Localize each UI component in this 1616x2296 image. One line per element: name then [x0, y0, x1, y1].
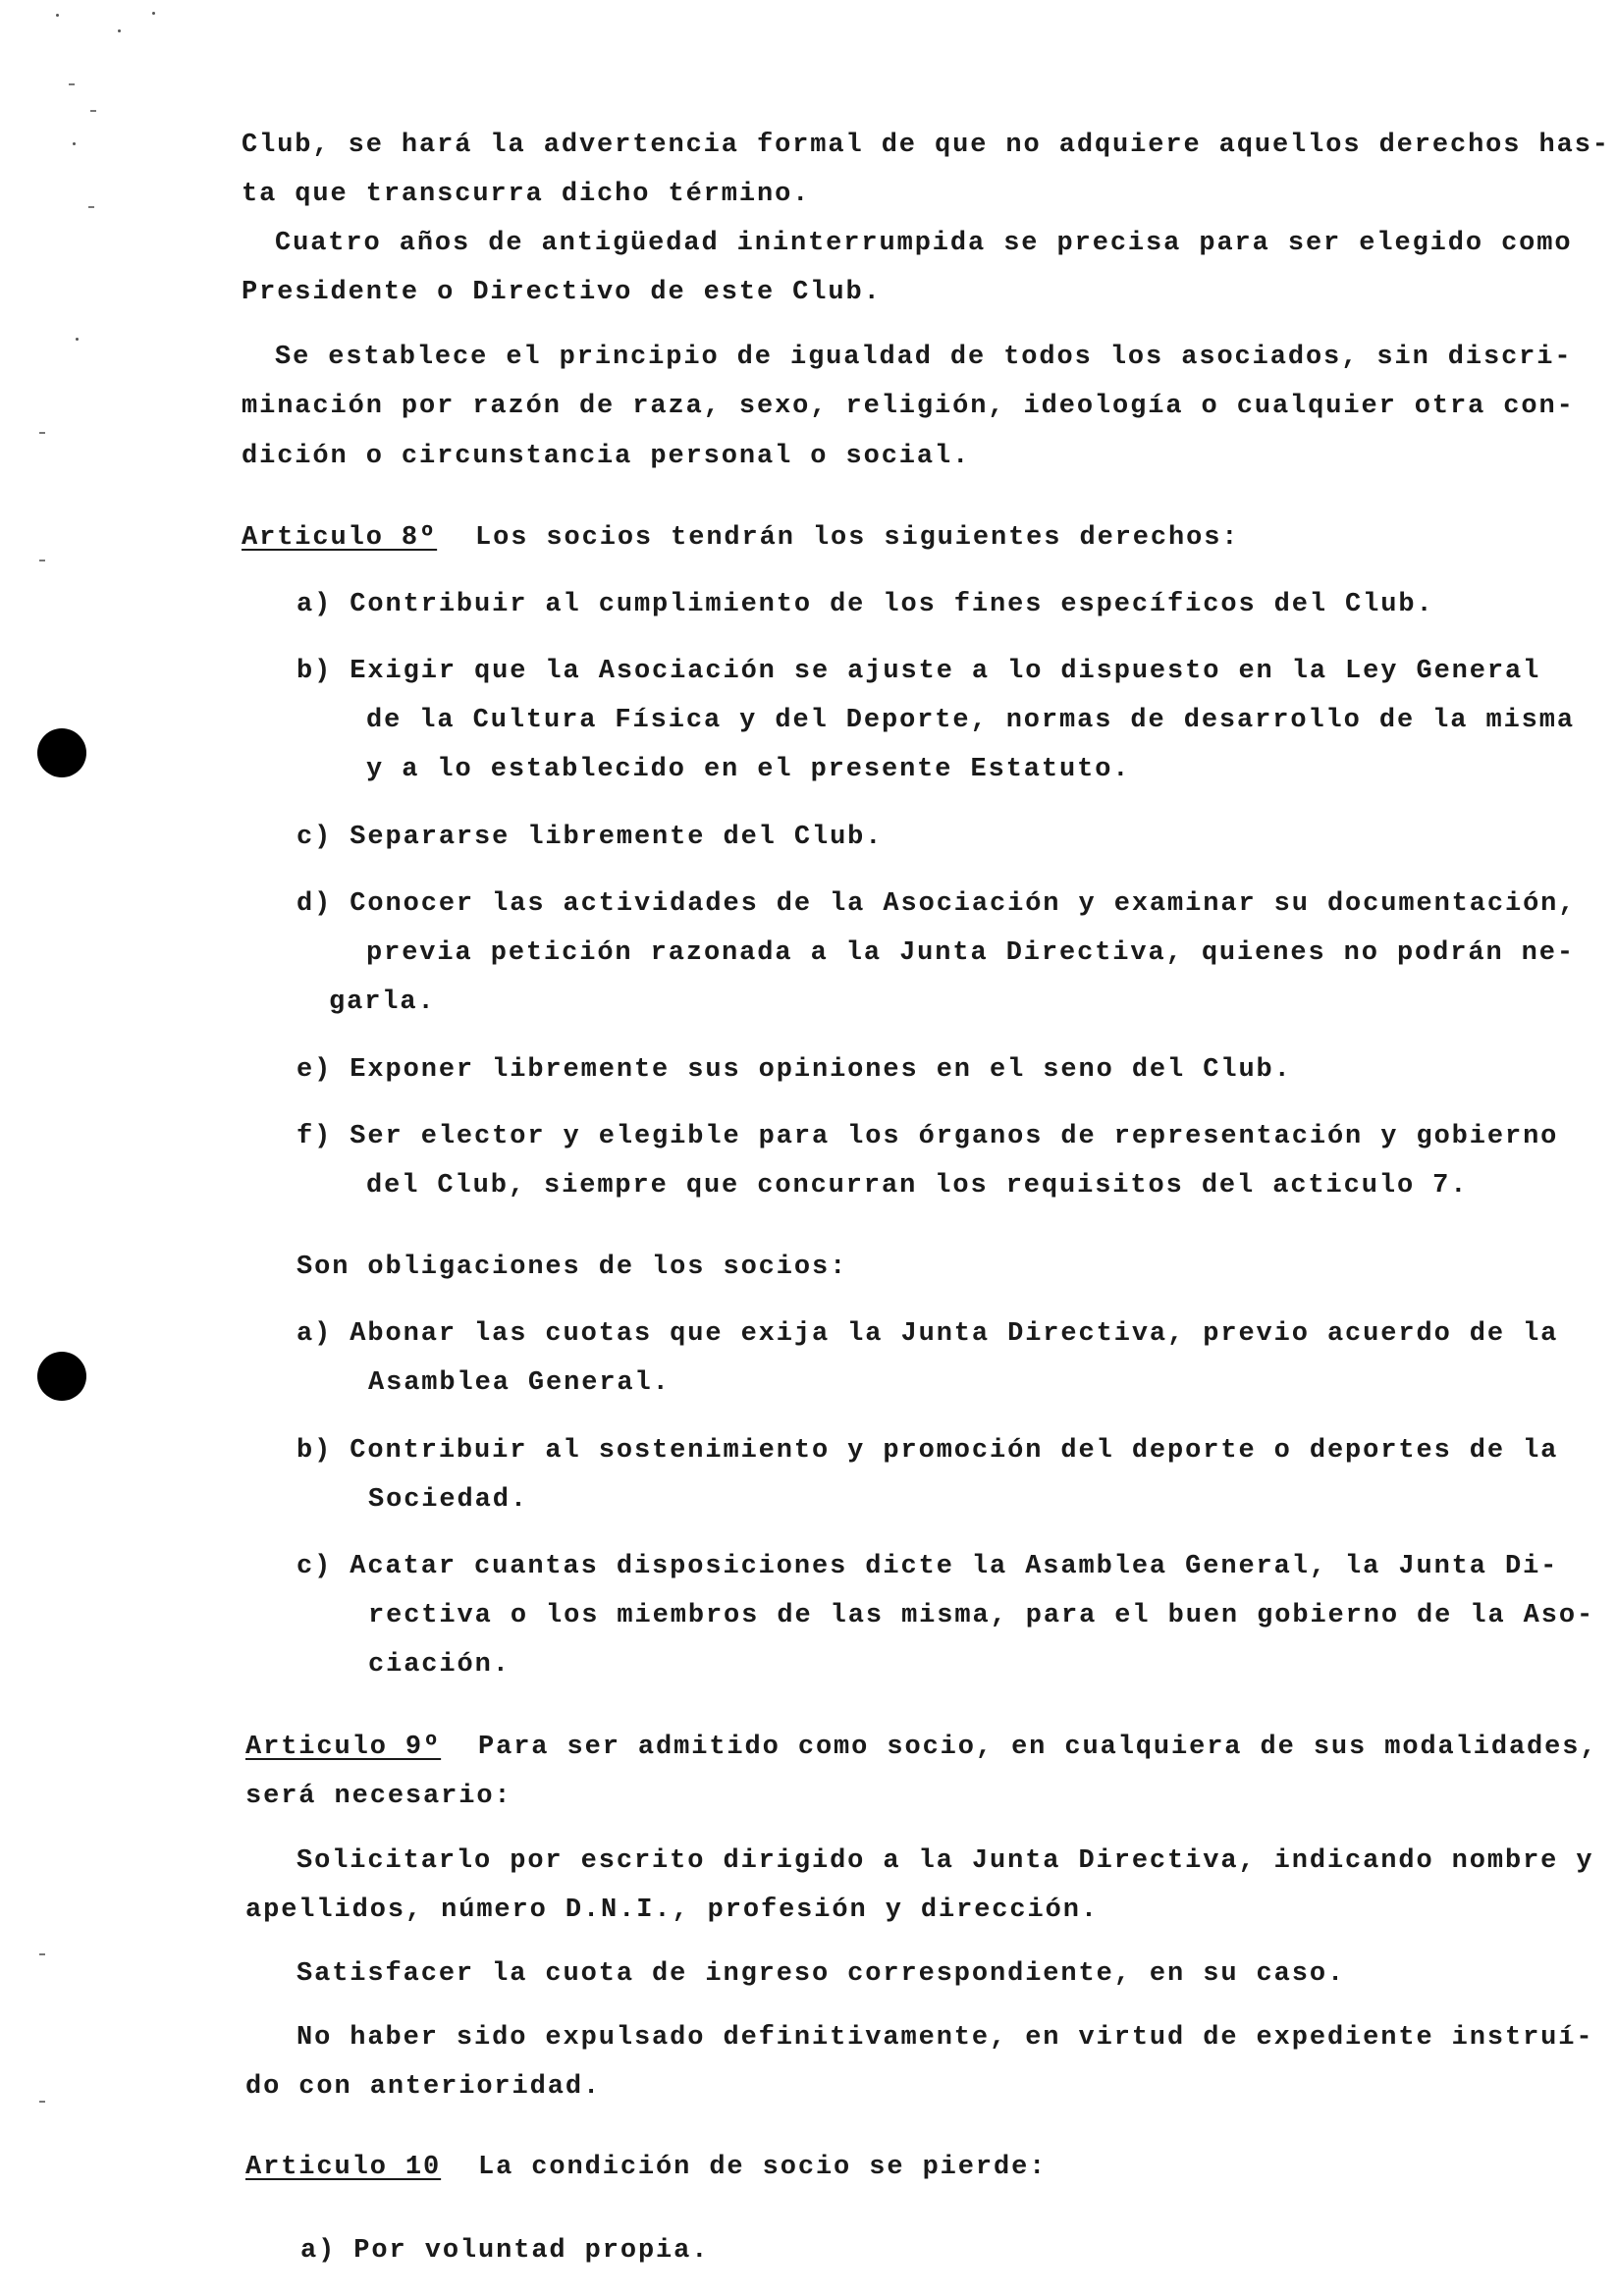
text-line: a) Contribuir al cumplimiento de los fines específicos del Club. — [296, 590, 1434, 619]
text-line: Son obligaciones de los socios: — [296, 1253, 848, 1282]
text-line: b) Contribuir al sostenimiento y promoción del deporte o deportes de la — [296, 1436, 1559, 1466]
text-line: c) Acatar cuantas disposiciones dicte la Asamblea General, la Junta Di- — [296, 1552, 1559, 1581]
text-line: f) Ser elector y elegible para los órganos de representación y gobierno — [296, 1122, 1559, 1151]
text-line: dición o circunstancia personal o social. — [242, 442, 971, 471]
text-line: a) Abonar las cuotas que exija la Junta Directiva, previo acuerdo de la — [296, 1319, 1559, 1349]
text-line: a) Por voluntad propia. — [300, 2236, 710, 2266]
text-line: Cuatro años de antigüedad ininterrumpida se precisa para ser elegido como — [275, 229, 1573, 258]
scan-mark — [69, 83, 75, 85]
text-line: Presidente o Directivo de este Club. — [242, 278, 882, 307]
text-line: No haber sido expulsado definitivamente, en virtud de expediente instruí- — [296, 2023, 1594, 2053]
text-line: ciación. — [368, 1650, 511, 1680]
text-line: Sociedad. — [368, 1485, 528, 1515]
text-line: y a lo establecido en el presente Estatuto. — [366, 755, 1131, 784]
text-line: do con anterioridad. — [245, 2072, 602, 2102]
article-9-heading: Articulo 9º — [245, 1733, 442, 1762]
text-line: Solicitarlo por escrito dirigido a la Junta Directiva, indicando nombre y — [296, 1846, 1594, 1876]
scan-speck — [56, 14, 59, 17]
text-line: Asamblea General. — [368, 1368, 671, 1398]
scan-speck — [118, 29, 121, 32]
text-line: minación por razón de raza, sexo, religión, ideología o cualquier otra con- — [242, 392, 1575, 421]
text-line: Club, se hará la advertencia formal de que no adquiere aquellos derechos has- — [242, 131, 1610, 160]
scan-mark — [90, 110, 96, 112]
scan-mark — [88, 206, 94, 208]
text-line: del Club, siempre que concurran los requisitos del acticulo 7. — [366, 1171, 1469, 1201]
article-8-heading: Articulo 8º — [242, 523, 438, 553]
scan-speck — [76, 338, 79, 341]
text-line: apellidos, número D.N.I., profesión y dirección. — [245, 1896, 1099, 1925]
scan-mark — [39, 1953, 45, 1955]
scan-mark — [39, 2101, 45, 2103]
scan-mark — [39, 560, 45, 561]
text-line: Los socios tendrán los siguientes derechos: — [475, 523, 1240, 553]
text-line: d) Conocer las actividades de la Asociación y examinar su documentación, — [296, 889, 1577, 919]
text-line: La condición de socio se pierde: — [478, 2153, 1048, 2182]
punch-hole-bottom — [37, 1352, 86, 1401]
article-10-heading: Articulo 10 — [245, 2153, 442, 2182]
text-line: Satisfacer la cuota de ingreso correspondiente, en su caso. — [296, 1959, 1346, 1989]
text-line: e) Exponer libremente sus opiniones en el seno del Club. — [296, 1055, 1292, 1085]
text-line: b) Exigir que la Asociación se ajuste a lo dispuesto en la Ley General — [296, 657, 1541, 686]
punch-hole-top — [37, 728, 86, 777]
scan-speck — [152, 12, 155, 15]
text-line: ta que transcurra dicho término. — [242, 180, 811, 209]
scan-mark — [39, 432, 45, 434]
text-line: rectiva o los miembros de las misma, para el buen gobierno de la Aso- — [368, 1601, 1595, 1630]
text-line: previa petición razonada a la Junta Directiva, quienes no podrán ne- — [366, 938, 1575, 968]
text-line: garla. — [329, 988, 436, 1017]
text-line: Para ser admitido como socio, en cualquiera de sus modalidades, — [478, 1733, 1598, 1762]
text-line: c) Separarse libremente del Club. — [296, 823, 884, 852]
text-line: Se establece el principio de igualdad de todos los asociados, sin discri- — [275, 343, 1573, 372]
scan-speck — [73, 142, 76, 145]
text-line: será necesario: — [245, 1782, 512, 1811]
text-line: de la Cultura Física y del Deporte, normas de desarrollo de la misma — [366, 706, 1575, 735]
